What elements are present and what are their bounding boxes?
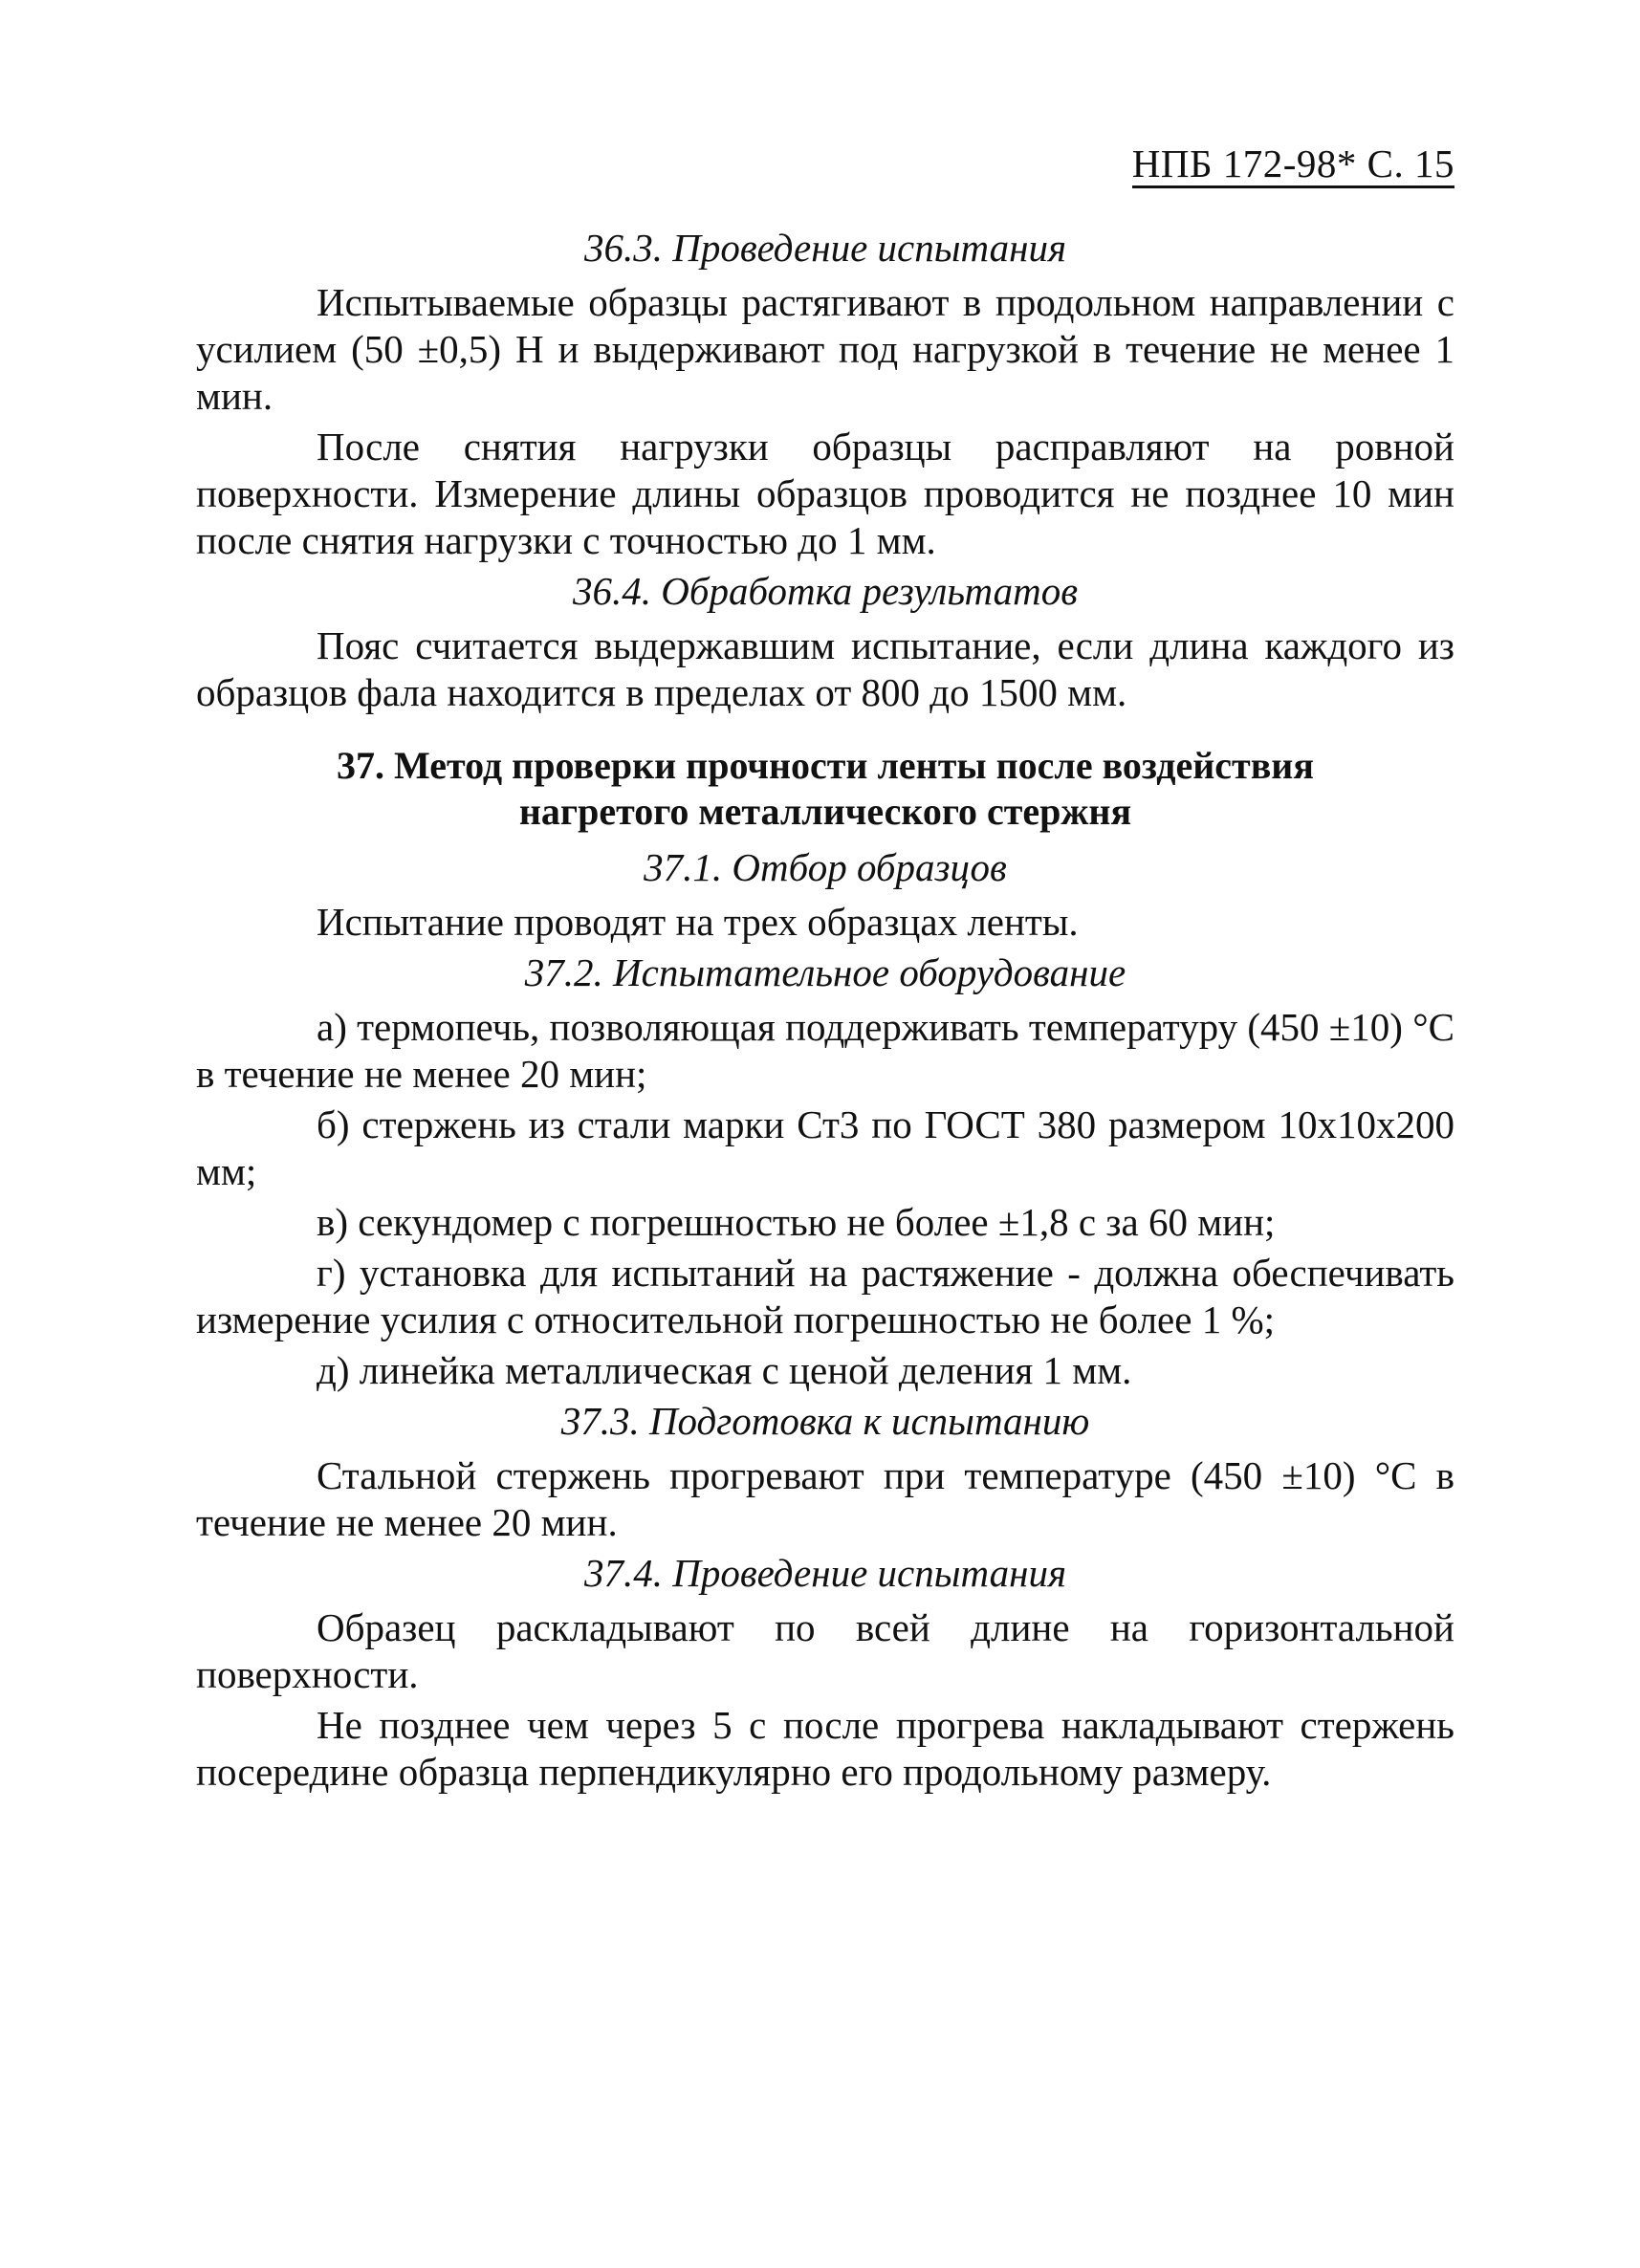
- section-title-37-line1: 37. Метод проверки прочности ленты после воздействия: [336, 744, 1314, 787]
- paragraph-36-3-b: После снятия нагрузки образцы расправляют на ровной поверхности. Измерение длины образцов проводится не позднее 10 мин после снятия нагрузки с точностью до 1 мм.: [196, 425, 1454, 562]
- paragraph-36-4: Пояс считается выдержавшим испытание, если длина каждого из образцов фала находится в пределах от 800 до 1500 мм.: [196, 623, 1454, 714]
- list-item-37-2-e: д) линейка металлическая с ценой деления 1 мм.: [317, 1348, 1132, 1392]
- page-header-doc-ref: НПБ 172-98* С. 15: [1132, 142, 1454, 188]
- section-title-37: [196, 743, 1454, 835]
- subheading-36-3: 36.3. Проведение испытания: [583, 226, 1067, 270]
- page-content: [196, 225, 1454, 1799]
- subheading-37-4: 37.4. Проведение испытания: [583, 1551, 1067, 1595]
- subheading-36-4: 36.4. Обработка результатов: [572, 569, 1079, 613]
- section-title-37-line2: нагретого металлического стержня: [518, 790, 1132, 833]
- subheading-37-3: 37.3. Подготовка к испытанию: [560, 1399, 1090, 1443]
- document-page: [196, 0, 1454, 2268]
- paragraph-36-3-a: Испытываемые образцы растягивают в продольном направлении с усилием (50 ±0,5) Н и выдерживают под нагрузкой в течение не менее 1 мин.: [196, 280, 1454, 418]
- list-item-37-2-d: г) установка для испытаний на растяжение - должна обеспечивать измерение усилия с относительной погрешностью не более 1 %;: [196, 1251, 1454, 1341]
- paragraph-37-3: Стальной стержень прогревают при температуре (450 ±10) °С в течение не менее 20 мин.: [196, 1453, 1454, 1544]
- paragraph-37-4-a: Образец раскладывают по всей длине на горизонтальной поверхности.: [196, 1605, 1454, 1696]
- paragraph-37-1: Испытание проводят на трех образцах ленты.: [317, 900, 1079, 944]
- subheading-37-1: 37.1. Отбор образцов: [644, 845, 1007, 889]
- list-item-37-2-c: в) секундомер с погрешностью не более ±1,8 с за 60 мин;: [317, 1200, 1276, 1244]
- subheading-37-2: 37.2. Испытательное оборудование: [524, 950, 1126, 994]
- paragraph-37-4-b: Не позднее чем через 5 с после прогрева накладывают стержень посередине образца перпендикулярно его продольному размеру.: [196, 1703, 1454, 1794]
- list-item-37-2-b: б) стержень из стали марки Ст3 по ГОСТ 380 размером 10x10x200 мм;: [196, 1102, 1454, 1193]
- list-item-37-2-a: а) термопечь, позволяющая поддерживать температуру (450 ±10) °С в течение не менее 20 мин;: [196, 1005, 1454, 1096]
